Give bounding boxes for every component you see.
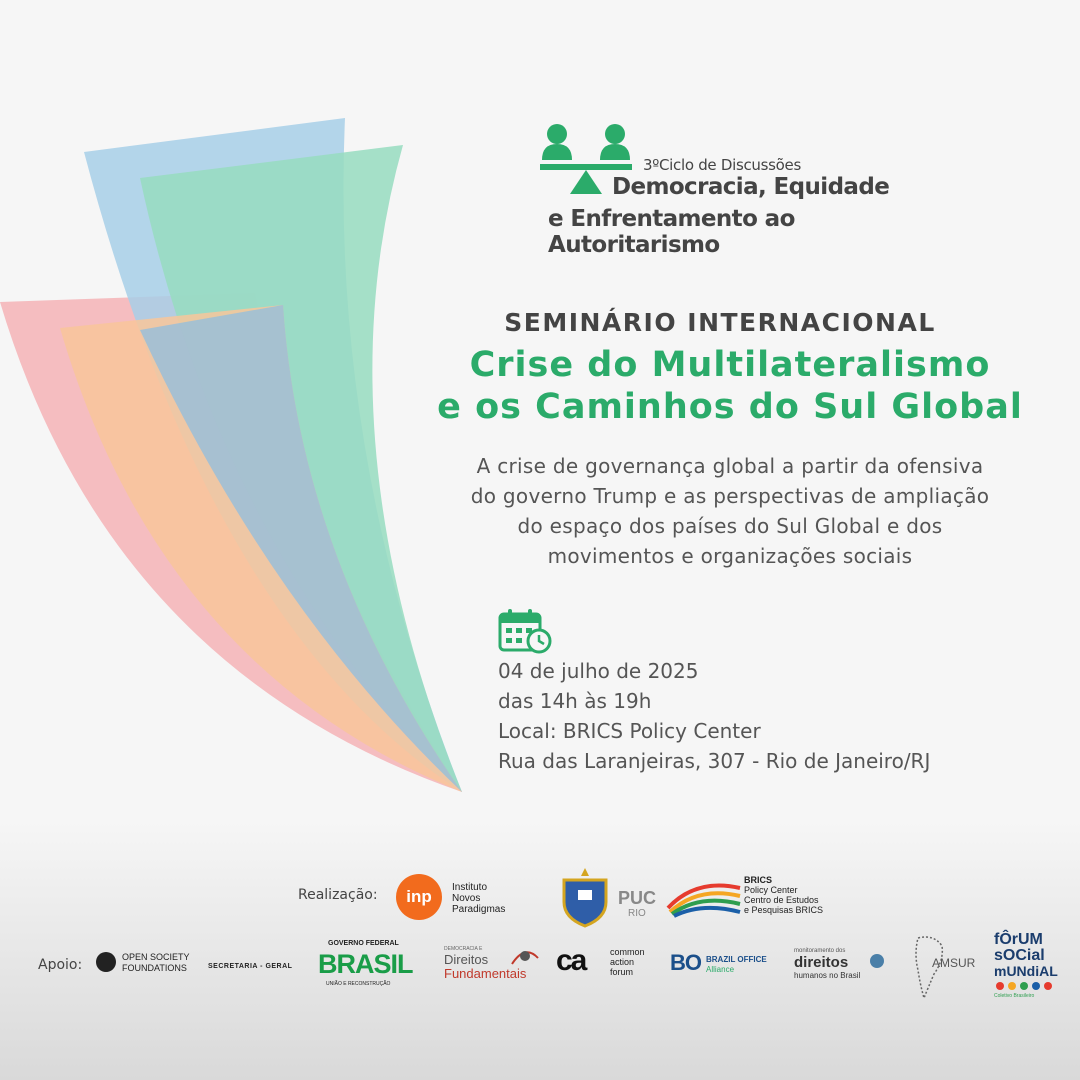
- fsm-line1: fÔrUM: [994, 931, 1043, 948]
- bo-line1: BRAZIL OFFICE: [706, 955, 767, 964]
- fsm-line2: sOCial: [994, 947, 1045, 964]
- inp-name: Instituto Novos Paradigmas: [452, 882, 506, 915]
- description-line: A crise de governança global a partir da ofensiva: [476, 454, 984, 478]
- event-title: [410, 344, 1050, 428]
- event-address: Rua das Laranjeiras, 307 - Rio de Janeiro/RJ: [498, 749, 931, 773]
- gov-top: GOVERNO FEDERAL: [328, 940, 399, 947]
- open-society-logo: [96, 950, 196, 976]
- bo-mark: BO: [670, 950, 701, 975]
- caf-line3: forum: [610, 967, 634, 977]
- brazil-office-logo: [670, 952, 780, 980]
- apoio-label: Apoio:: [38, 957, 83, 973]
- description-line: do governo Trump e as perspectivas de ampliação: [470, 484, 990, 508]
- direitos-arc-icon: [510, 946, 540, 966]
- osf-line1: OPEN SOCIETY: [122, 952, 190, 962]
- event-title-line: Crise do Multilateralismo: [469, 345, 991, 385]
- brics-swoosh-icon: [666, 878, 742, 918]
- direitos-line2: Fundamentais: [444, 966, 527, 981]
- caf-line2: action: [610, 957, 635, 967]
- fsm-figures-icon: [994, 980, 1054, 992]
- amsur-text: AMSUR: [932, 956, 976, 970]
- bo-line2: Alliance: [706, 965, 735, 974]
- direitos-line1: Direitos: [444, 952, 489, 967]
- brics-line2: Policy Center: [744, 885, 798, 895]
- governo-federal-logo: [318, 940, 420, 990]
- inp-logo: [396, 874, 521, 920]
- description-line: movimentos e organizações sociais: [547, 544, 913, 568]
- brics-line1: BRICS: [744, 875, 773, 885]
- series-logo: [540, 122, 960, 258]
- event-venue: Local: BRICS Policy Center: [498, 719, 761, 743]
- event-details: [498, 656, 930, 776]
- puc-rio-logo: [558, 866, 668, 928]
- series-title-line2: e Enfrentamento ao Autoritarismo: [548, 206, 795, 258]
- monit-line1: direitos: [794, 954, 849, 971]
- event-date: 04 de julho de 2025: [498, 659, 699, 683]
- caf-line1: common: [610, 947, 645, 957]
- monitoramento-direitos-logo: [794, 948, 898, 982]
- fsm-line3: mUNdiAL: [994, 963, 1058, 979]
- open-society-icon: [96, 952, 116, 972]
- monit-top: monitoramento dos: [794, 948, 846, 954]
- direitos-top: DEMOCRACIA E: [444, 946, 483, 952]
- secretaria-geral-text: SECRETARIA - GERAL: [208, 963, 293, 970]
- series-cycle-text: 3ºCiclo de Discussões: [643, 156, 801, 174]
- puc-city: RIO: [628, 908, 646, 919]
- forum-social-mundial-logo: [994, 932, 1058, 1004]
- gov-bottom: UNIÃO E RECONSTRUÇÃO: [326, 981, 391, 987]
- series-title-line1: Democracia, Equidade: [612, 174, 890, 200]
- common-action-forum-logo: [556, 944, 656, 980]
- democracia-direitos-logo: [444, 946, 544, 984]
- event-type: SEMINÁRIO INTERNACIONAL: [504, 308, 936, 337]
- puc-abbr: PUC: [618, 888, 657, 908]
- calendar-clock-icon: [498, 608, 552, 654]
- event-description: [410, 451, 1050, 571]
- event-title-line: e os Caminhos do Sul Global: [437, 387, 1023, 427]
- brics-line3: Centro de Estudos: [744, 895, 819, 905]
- amsur-logo: [912, 934, 980, 1000]
- realizacao-label: Realização:: [298, 887, 378, 903]
- monit-line2: humanos no Brasil: [794, 971, 861, 980]
- globe-icon: [870, 954, 884, 968]
- caf-mark: ca: [556, 944, 586, 977]
- description-line: do espaço dos países do Sul Global e dos: [517, 514, 943, 538]
- brics-policy-center-logo: [666, 874, 826, 922]
- fsm-line4: Coletivo Brasileiro: [994, 993, 1035, 999]
- osf-line2: FOUNDATIONS: [122, 963, 187, 973]
- event-time: das 14h às 19h: [498, 689, 652, 713]
- brics-line4: e Pesquisas BRICS: [744, 905, 824, 915]
- ribbons-illustration: [0, 110, 470, 800]
- puc-crest-icon: [558, 866, 612, 928]
- gov-word: BRASIL: [318, 949, 413, 979]
- inp-badge: inp: [396, 874, 442, 920]
